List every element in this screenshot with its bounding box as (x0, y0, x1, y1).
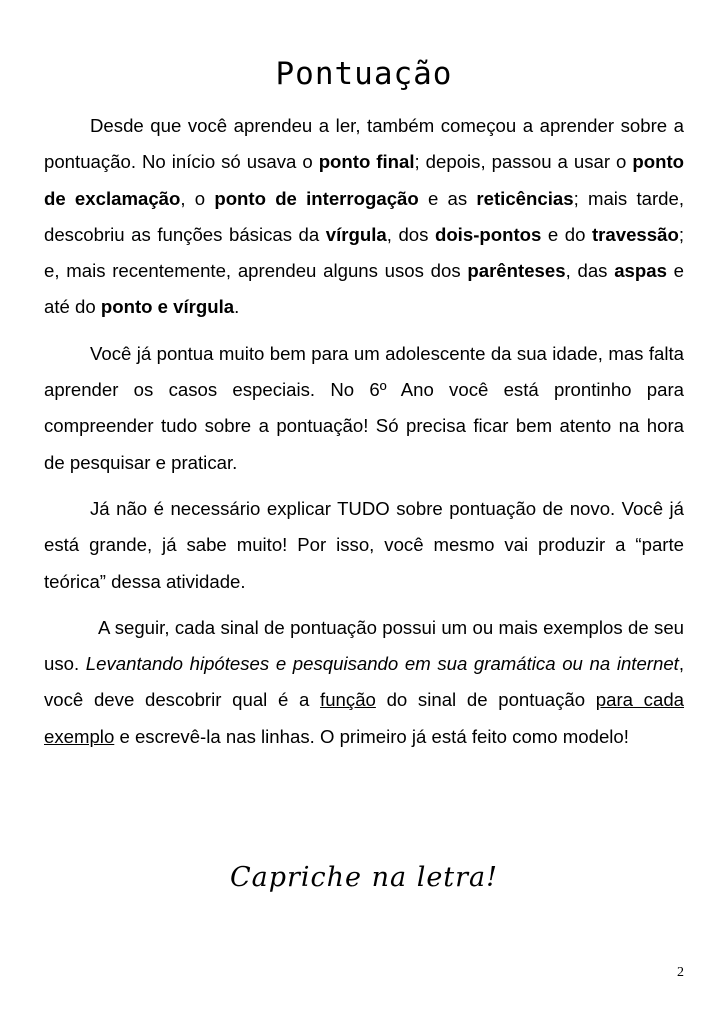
term-ponto-de-exclamacao: ponto de exclamação (44, 151, 684, 209)
paragraph-theory: Já não é necessário explicar TUDO sobre pontuação de novo. Você já está grande, já sabe muito! Por isso, você mesmo vai produzir a “parte teórica” dessa atividade. (44, 497, 684, 592)
tagline-capriche: Capriche na letra! (229, 862, 499, 893)
term-parenteses: parênteses (467, 260, 566, 282)
text-run: ; mais tarde, descobriu as funções básicas da (44, 187, 684, 245)
page-number: 2 (677, 965, 684, 980)
paragraph-instructions (44, 610, 684, 755)
term-reticencias: reticências (476, 187, 574, 209)
paragraph-skills: Você já pontua muito bem para um adolescente da sua idade, mas falta aprender os casos especiais. No 6º Ano você está prontinho para compreender tudo sobre a pontuação! Só precisa ficar bem atento na hora de pesquisar e praticar. (44, 342, 684, 473)
term-virgula: vírgula (325, 223, 387, 245)
text-run: , você deve descobrir qual é a (44, 653, 685, 711)
text-run: e do (541, 223, 592, 245)
text-run: Desde que você aprendeu a ler, também começou a aprender sobre a pontuação. No início só usava o (44, 115, 684, 173)
text-run: , o (180, 187, 215, 209)
paragraph-intro (44, 108, 684, 326)
body-text (44, 108, 684, 765)
text-run: , dos (386, 223, 435, 245)
text-run: ; depois, passou a usar o (414, 151, 633, 173)
term-ponto-de-interrogacao: ponto de interrogação (214, 187, 419, 209)
term-ponto-e-virgula: ponto e vírgula (100, 296, 235, 318)
text-run: e até do (44, 260, 684, 318)
text-run: do sinal de pontuação (375, 689, 596, 711)
text-run: . (234, 296, 240, 318)
page-title: Pontuação (275, 56, 453, 92)
text-run: e escrevê-la nas linhas. O primeiro já está feito como modelo! (114, 725, 629, 747)
term-dois-pontos: dois-pontos (434, 223, 542, 245)
underlined-funcao: função (320, 689, 376, 711)
text-run: , das (565, 260, 615, 282)
term-travessao: travessão (591, 223, 679, 245)
term-ponto-final: ponto final (318, 151, 415, 173)
italic-phrase: Levantando hipóteses e pesquisando em sua gramática ou na internet (85, 653, 679, 675)
text-run: e as (418, 187, 477, 209)
text-run: A seguir, cada sinal de pontuação possui um ou mais exemplos de seu uso. (44, 616, 684, 675)
text-run: ; e, mais recentemente, aprendeu alguns usos dos (44, 223, 684, 282)
underlined-para-cada-exemplo: para cada exemplo (44, 689, 685, 747)
term-aspas: aspas (614, 260, 667, 282)
